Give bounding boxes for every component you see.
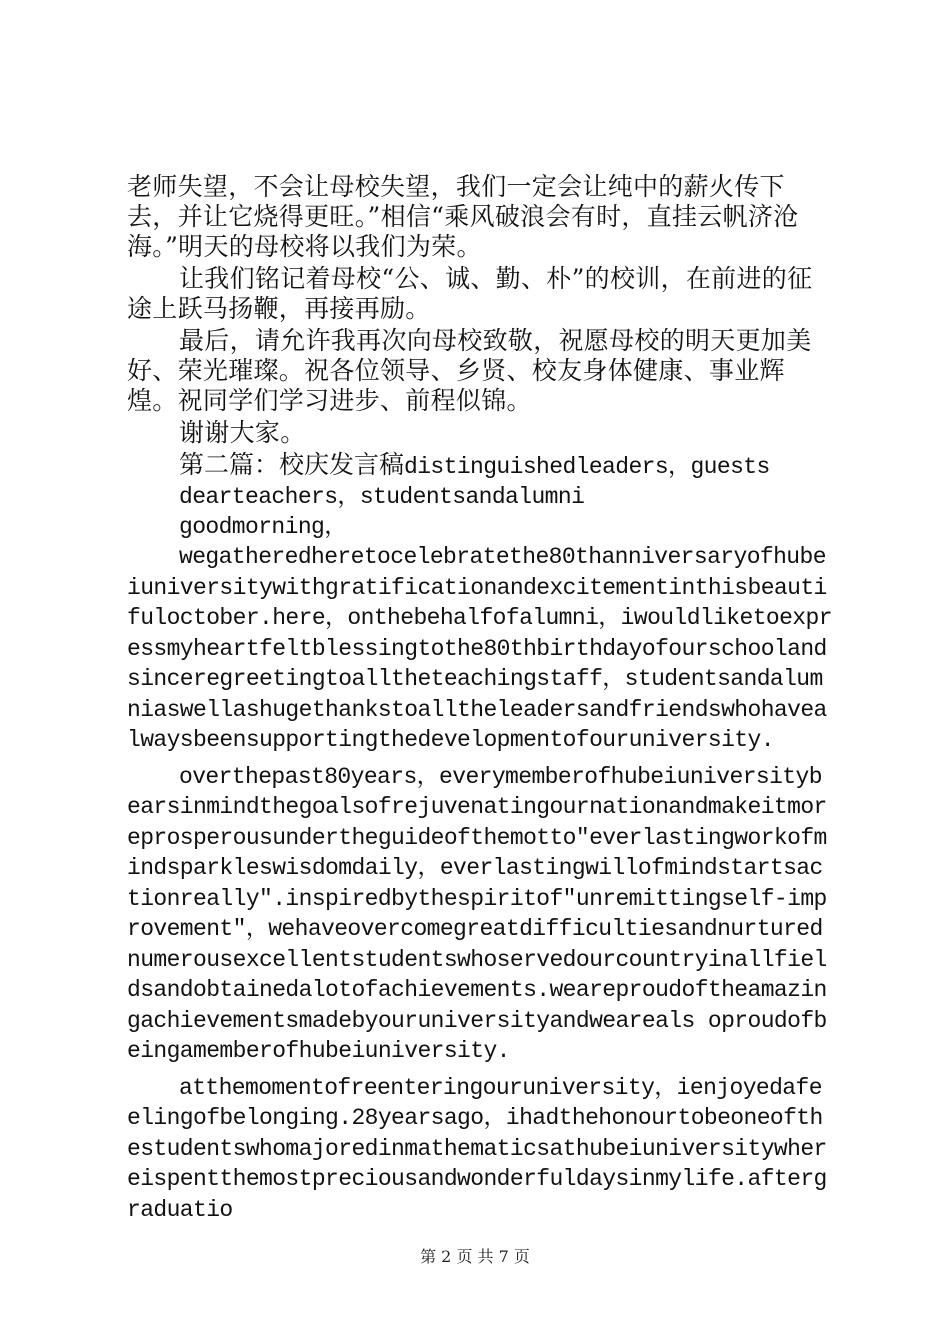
paragraph-cn-2: 让我们铭记着母校“公、诚、勤、朴”的校训，在前进的征途上跃马扬鞭，再接再励。 — [127, 264, 813, 323]
paragraph-en-2: overthepast80years，everymemberofhubeiuniversitybearsinmindthegoalsofrejuvenatingournationandmakeitmoreprosperousundertheguideofthemotto"everlastingworkofmindsparkleswisdomdaily，everlastingwillofmindstartsactionreally".inspiredbythespiritof"unremittingself-improvement"，wehaveovercomegreatdifficultiesandnurturednumerousexcellentstudentswhoservedourcountryinallfieldsandobtainedalotofachievements.weareproudoftheamazingachievementsmadebyouruniversityandweareals oproudofbeingamemberofhubeiuniversity. — [127, 763, 827, 1064]
section-heading — [127, 450, 832, 482]
paragraph-en-1: wegatheredheretocelebratethe80thanniversaryofhubeiuniversitywithgratificationandexcitementinthisbeautifuloctober.here，onthebehalfofalumni，iwouldliketoexpressmyheartfeltblessingtothe80thbirthdayofourschoolandsinceregreetingtoalltheteachingstaff，studentsandalumniaswellashugethankstoalltheleadersandfriendswhohavealwaysbeensupportingthedevelopmentofouruniversity. — [127, 544, 832, 753]
document-body — [127, 172, 832, 1225]
greeting-line: goodmorning， — [179, 514, 347, 540]
salutation-line: dearteachers，studentsandalumni — [179, 484, 585, 510]
page-number-footer: 第 2 页 共 7 页 — [420, 1247, 530, 1266]
paragraph-cn-4: 谢谢大家。 — [179, 418, 306, 447]
paragraph-cn-1: 老师失望，不会让母校失望，我们一定会让纯中的薪火传下去，并让它烧得更旺。”相信“乘风破浪会有时，直挂云帆济沧海。”明天的母校将以我们为荣。 — [127, 172, 799, 261]
section-heading-cn: 第二篇：校庆发言稿 — [179, 450, 405, 479]
paragraph-cn-3: 最后，请允许我再次向母校致敬，祝愿母校的明天更加美好、荣光璀璨。祝各位领导、乡贤、校友身体健康、事业辉煌。祝同学们学习进步、前程似锦。 — [127, 326, 812, 415]
paragraph-en-3: atthemomentofreenteringouruniversity，ienjoyedafeelingofbelonging.28yearsago，ihadthehonourtobeoneofthestudentswhomajoredinmathematicsathubeiuniversitywhereispentthemostpreciousandwonderfuldaysinmylife.aftergraduatio — [127, 1074, 827, 1223]
section-heading-en: distinguishedleaders，guests — [404, 454, 770, 480]
